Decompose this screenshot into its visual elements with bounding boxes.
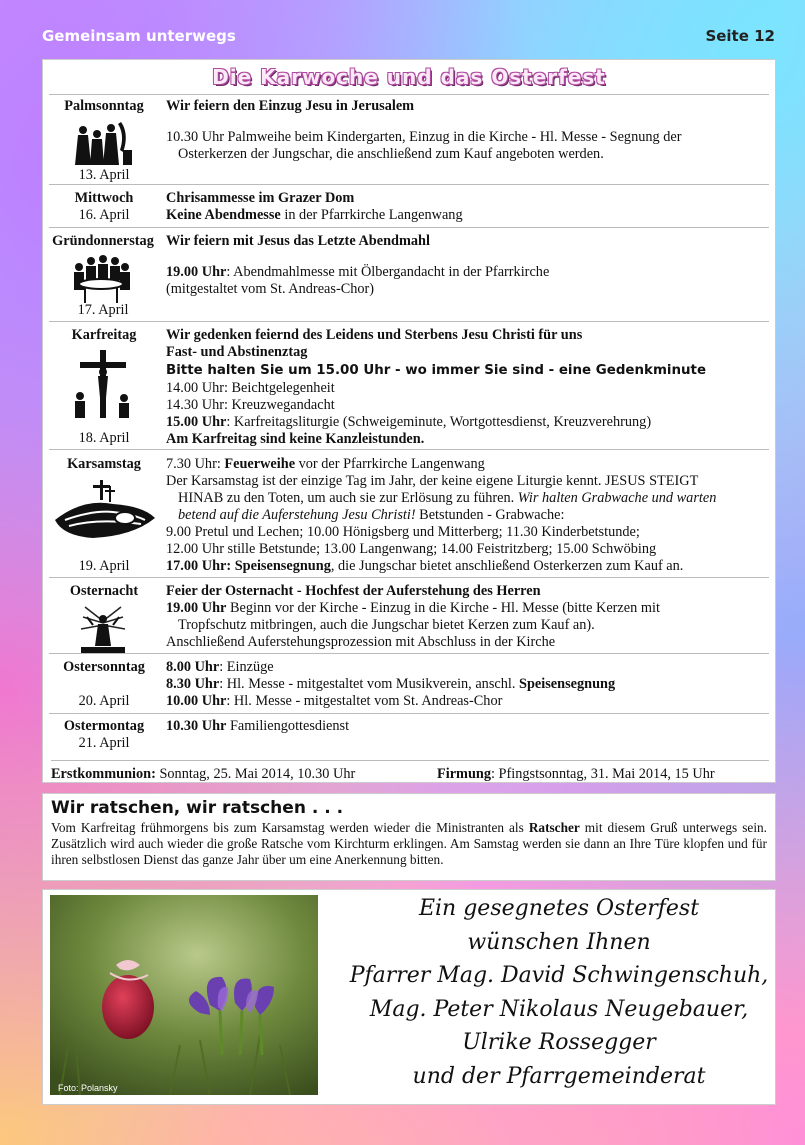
day-date: 17. April xyxy=(77,302,129,318)
greeting-line: Ulrike Rossegger xyxy=(462,1030,656,1055)
row-text: 17.00 Uhr: Speisensegnung, die Jungschar bietet anschließend Osterkerzen zum Kauf an. xyxy=(166,558,684,574)
day-name: Karfreitag xyxy=(71,327,137,343)
day-date: 13. April xyxy=(78,167,130,183)
day-name: Ostermontag xyxy=(63,718,145,734)
last-supper-icon xyxy=(71,253,131,305)
schedule-row-gruendonnerstag xyxy=(49,227,769,322)
row-text: Keine Abendmesse in der Pfarrkirche Langenwang xyxy=(166,207,463,223)
greeting-line: Mag. Peter Nikolaus Neugebauer, xyxy=(369,996,749,1022)
day-name: Osternacht xyxy=(69,583,139,599)
ratschen-text: Vom Karfreitag frühmorgens bis zum Karsamstag werden wieder die Ministranten als Ratscher mit diesem Gruß unterwegs sein. Zusätzlich wird auch wieder die große Ratsche vom Kirchturm erklingen. Am Samstag werden sie dann an Ihre Türe klopfen und für ihren selbstlosen Dienst das ganze Jahr über um eine Anerkennung bitten. xyxy=(51,820,767,867)
row-text: 14.30 Uhr: Kreuzwegandacht xyxy=(166,397,335,413)
row-text: 8.30 Uhr: Hl. Messe - mitgestaltet vom Musikverein, anschl. Speisensegnung xyxy=(166,676,616,692)
day-date: 20. April xyxy=(78,693,130,709)
holy-week-schedule xyxy=(42,59,776,783)
row-heading: Chrisammesse im Grazer Dom xyxy=(166,190,355,206)
schedule-row-mittwoch xyxy=(49,184,769,228)
row-text: 12.00 Uhr stille Betstunde; 13.00 Langenwang; 14.00 Feistritzberg; 15.00 Schwöbing xyxy=(166,541,657,557)
day-name: Mittwoch xyxy=(74,190,134,206)
row-text: 19.00 Uhr: Abendmahlmesse mit Ölbergandacht in der Pfarrkirche xyxy=(166,264,550,280)
row-text: 19.00 Uhr Beginn vor der Kirche - Einzug in die Kirche - Hl. Messe (bitte Kerzen mit xyxy=(166,600,660,616)
easter-greeting xyxy=(42,889,776,1105)
row-text: 14.00 Uhr: Beichtgelegenheit xyxy=(166,380,335,396)
schedule-row-ostersonntag xyxy=(49,653,769,714)
greeting-line: Pfarrer Mag. David Schwingenschuh, xyxy=(349,963,769,988)
day-name: Palmsonntag xyxy=(64,98,144,114)
row-heading: Wir feiern mit Jesus das Letzte Abendmahl xyxy=(166,233,430,249)
crucifixion-icon xyxy=(72,348,134,420)
day-name: Gründonnerstag xyxy=(52,233,154,249)
day-name: Ostersonntag xyxy=(63,659,145,675)
row-text: (mitgestaltet vom St. Andreas-Chor) xyxy=(166,281,375,297)
palm-sunday-icon xyxy=(73,118,135,170)
page-number: Seite 12 xyxy=(705,27,775,45)
photo-credit: Foto: Polansky xyxy=(58,1083,118,1093)
row-text: 15.00 Uhr: Karfreitagsliturgie (Schweigeminute, Wortgottesdienst, Kreuzverehrung) xyxy=(166,414,652,430)
row-text: 10.00 Uhr: Hl. Messe - mitgestaltet vom St. Andreas-Chor xyxy=(166,693,503,709)
ratschen-heading: Wir ratschen, wir ratschen . . . xyxy=(51,798,344,818)
day-date: 21. April xyxy=(78,735,130,751)
schedule-row-karsamstag xyxy=(49,449,769,578)
row-heading: Wir feiern den Einzug Jesu in Jerusalem xyxy=(166,98,415,114)
day-date: 19. April xyxy=(78,558,130,574)
row-heading: Wir gedenken feiernd des Leidens und Sterbens Jesu Christi für uns xyxy=(166,327,583,343)
easter-egg-crocus-photo xyxy=(50,895,318,1095)
day-date: 18. April xyxy=(78,430,130,446)
schedule-row-ostermontag xyxy=(49,713,769,760)
row-text: 8.00 Uhr: Einzüge xyxy=(166,659,274,675)
row-text: Anschließend Auferstehungsprozession mit Abschluss in der Kirche xyxy=(166,634,556,650)
row-text: Tropfschutz mitbringen, auch die Jungschar bietet Kerzen zum Kauf an). xyxy=(178,617,595,633)
confirmation: Firmung: Pfingstsonntag, 31. Mai 2014, 15 Uhr xyxy=(437,766,715,782)
schedule-title: Die Karwoche und das Osterfest xyxy=(212,65,606,89)
day-name: Karsamstag xyxy=(67,456,141,472)
row-text: Am Karfreitag sind keine Kanzleistunden. xyxy=(166,431,425,447)
newsletter-name: Gemeinsam unterwegs xyxy=(42,27,236,45)
row-heading: Feier der Osternacht - Hochfest der Auferstehung des Herren xyxy=(166,583,541,599)
first-communion: Erstkommunion: Sonntag, 25. Mai 2014, 10.30 Uhr xyxy=(51,766,356,782)
tomb-icon xyxy=(53,480,157,542)
greeting-line: Ein gesegnetes Osterfest xyxy=(418,896,700,921)
row-text: Der Karsamstag ist der einzige Tag im Jahr, der keine eigene Liturgie kennt. JESUS STEIGT xyxy=(166,473,699,489)
row-text: Fast- und Abstinenztag xyxy=(166,344,308,360)
row-text: 10.30 Uhr Palmweihe beim Kindergarten, Einzug in die Kirche - Hl. Messe - Segnung der xyxy=(166,129,682,145)
row-text: HINAB zu den Toten, um auch sie zur Erlösung zu führen. Wir halten Grabwache und warten xyxy=(178,490,717,506)
greeting-line: wünschen Ihnen xyxy=(467,929,651,955)
row-highlight: Bitte halten Sie um 15.00 Uhr - wo immer Sie sind - eine Gedenkminute xyxy=(166,363,707,378)
schedule-row-karfreitag xyxy=(49,321,769,450)
schedule-footer xyxy=(51,760,769,783)
ratschen-notice xyxy=(42,793,776,881)
resurrection-icon xyxy=(79,603,127,653)
greeting-text xyxy=(343,892,775,1093)
schedule-row-palmsonntag xyxy=(49,94,769,185)
day-date: 16. April xyxy=(78,207,130,223)
row-text: betend auf die Auferstehung Jesu Christi! Betstunden - Grabwache: xyxy=(178,507,565,523)
row-text: 9.00 Pretul und Lechen; 10.00 Hönigsberg und Mitterberg; 11.30 Kinderbetstunde; xyxy=(166,524,640,540)
row-text: Osterkerzen der Jungschar, die anschließend zum Kauf angeboten werden. xyxy=(178,146,604,162)
row-text: 10.30 Uhr Familiengottesdienst xyxy=(166,718,350,734)
row-text: 7.30 Uhr: Feuerweihe vor der Pfarrkirche Langenwang xyxy=(166,456,485,472)
greeting-line: und der Pfarrgemeinderat xyxy=(412,1063,706,1089)
schedule-row-osternacht xyxy=(49,577,769,654)
